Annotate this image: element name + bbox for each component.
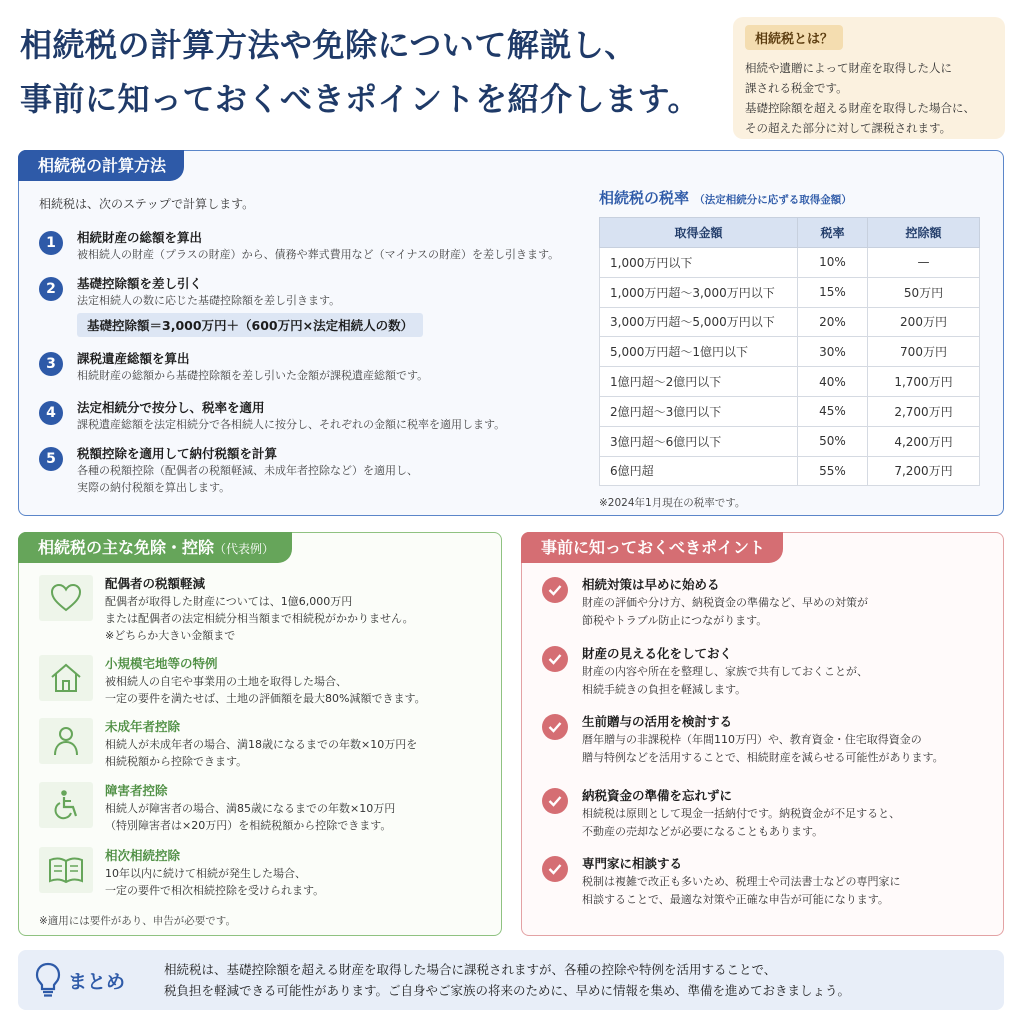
points-panel-tab: 事前に知っておくべきポイント bbox=[521, 532, 783, 563]
cell-rate: 45% bbox=[798, 396, 868, 426]
what-is-line: 基礎控除額を超える財産を取得した場合に、 bbox=[745, 101, 975, 115]
point-desc: 財産の評価や分け方、納税資金の準備など、早めの対策が bbox=[582, 596, 868, 609]
summary-line: 相続税は、基礎控除額を超える財産を取得した場合に課税されますが、各種の控除や特例を活用することで、 bbox=[164, 962, 777, 977]
point-item bbox=[542, 855, 992, 909]
calc-step bbox=[39, 399, 599, 433]
summary-label: まとめ bbox=[68, 971, 126, 993]
cell-deduction: 2,700万円 bbox=[868, 396, 980, 426]
cell-amount: 3,000万円超～5,000万円以下 bbox=[600, 307, 798, 337]
exemption-title: 小規模宅地等の特例 bbox=[105, 656, 218, 671]
book-icon bbox=[39, 847, 93, 893]
exemptions-tab-label: 相続税の主な免除・控除 bbox=[38, 538, 215, 557]
calc-step bbox=[39, 275, 599, 337]
step-title: 基礎控除額を差し引く bbox=[77, 276, 203, 291]
step-number-1: 1 bbox=[39, 231, 63, 255]
col-header-amount: 取得金額 bbox=[600, 218, 798, 248]
cell-deduction: 700万円 bbox=[868, 337, 980, 367]
what-is-title: 相続税とは？ bbox=[745, 25, 843, 50]
step-title: 法定相続分で按分し、税率を適用 bbox=[77, 400, 265, 415]
step-desc: 各種の税額控除（配偶者の税額軽減、未成年者控除など）を適用し、 bbox=[77, 464, 418, 477]
table-row bbox=[600, 426, 980, 456]
table-row bbox=[600, 307, 980, 337]
calc-step bbox=[39, 350, 599, 384]
cell-amount: 3億円超～6億円以下 bbox=[600, 426, 798, 456]
table-row bbox=[600, 396, 980, 426]
page-title bbox=[20, 18, 720, 126]
table-row bbox=[600, 367, 980, 397]
point-desc: 贈与特例などを活用することで、相続財産を減らせる可能性があります。 bbox=[582, 751, 944, 764]
table-row bbox=[600, 456, 980, 486]
exemption-item bbox=[39, 847, 494, 899]
cell-amount: 1億円超～2億円以下 bbox=[600, 367, 798, 397]
rate-table-note: ※2024年1月現在の税率です。 bbox=[599, 497, 746, 509]
exemption-title: 配偶者の税額軽減 bbox=[105, 576, 206, 591]
cell-rate: 55% bbox=[798, 456, 868, 486]
col-header-rate: 税率 bbox=[798, 218, 868, 248]
point-item bbox=[542, 787, 992, 841]
cell-rate: 20% bbox=[798, 307, 868, 337]
exemption-desc: 配偶者が取得した財産については、1億6,000万円 bbox=[105, 595, 353, 608]
house-icon bbox=[39, 655, 93, 701]
calc-step bbox=[39, 445, 599, 496]
step-desc: 課税遺産総額を法定相続分で各相続人に按分し、それぞれの金額に税率を適用します。 bbox=[77, 418, 506, 431]
table-row bbox=[600, 337, 980, 367]
calc-panel-tab: 相続税の計算方法 bbox=[18, 150, 184, 181]
what-is-line: 相続や遺贈によって財産を取得した人に bbox=[745, 61, 952, 75]
check-icon bbox=[542, 856, 568, 882]
exemption-desc: 一定の要件を満たせば、土地の評価額を最大80%減額できます。 bbox=[105, 692, 426, 705]
exemptions-panel bbox=[18, 532, 502, 936]
exemption-desc: または配偶者の法定相続分相当額まで相続税がかかりません。 bbox=[105, 612, 414, 625]
cell-deduction: 7,200万円 bbox=[868, 456, 980, 486]
what-is-line: 課される税金です。 bbox=[745, 81, 848, 95]
rate-table-title bbox=[599, 187, 852, 208]
cell-deduction: 200万円 bbox=[868, 307, 980, 337]
calc-step bbox=[39, 229, 599, 263]
point-desc: 財産の内容や所在を整理し、家族で共有しておくことが、 bbox=[582, 665, 868, 678]
lightbulb-icon bbox=[34, 962, 62, 1002]
title-line-1: 相続税の計算方法や免除について解説し、 bbox=[20, 26, 637, 64]
check-icon bbox=[542, 714, 568, 740]
check-icon bbox=[542, 646, 568, 672]
exemption-desc: 相続税額から控除できます。 bbox=[105, 755, 248, 768]
what-is-box bbox=[733, 17, 1005, 139]
title-line-2: 事前に知っておくべきポイントを紹介します。 bbox=[20, 80, 700, 118]
cell-deduction: 1,700万円 bbox=[868, 367, 980, 397]
exemption-title: 障害者控除 bbox=[105, 783, 168, 798]
step-number-3: 3 bbox=[39, 352, 63, 376]
step-number-5: 5 bbox=[39, 447, 63, 471]
point-title: 相続対策は早めに始める bbox=[582, 577, 720, 592]
cell-rate: 30% bbox=[798, 337, 868, 367]
rate-title-main: 相続税の税率 bbox=[599, 189, 690, 207]
summary-box bbox=[18, 950, 1004, 1010]
table-row bbox=[600, 277, 980, 307]
exemption-item bbox=[39, 655, 494, 707]
col-header-deduction: 控除額 bbox=[868, 218, 980, 248]
point-item bbox=[542, 645, 992, 699]
exemption-desc: ※どちらか大きい金額まで bbox=[105, 629, 236, 642]
exemption-desc: 相続人が未成年者の場合、満18歳になるまでの年数×10万円を bbox=[105, 738, 418, 751]
point-title: 専門家に相談する bbox=[582, 856, 683, 871]
point-desc: 相続手続きの負担を軽減します。 bbox=[582, 683, 747, 696]
step-title: 課税遺産総額を算出 bbox=[77, 351, 190, 366]
exemptions-panel-tab bbox=[18, 532, 292, 563]
exemption-item bbox=[39, 782, 494, 834]
step-desc: 相続財産の総額から基礎控除額を差し引いた金額が課税遺産総額です。 bbox=[77, 369, 429, 382]
exemption-desc: 被相続人の自宅や事業用の土地を取得した場合、 bbox=[105, 675, 347, 688]
exemption-title: 未成年者控除 bbox=[105, 719, 181, 734]
point-title: 財産の見える化をしておく bbox=[582, 646, 733, 661]
exemption-desc: 相続人が障害者の場合、満85歳になるまでの年数×10万円 bbox=[105, 802, 396, 815]
exemptions-tab-sub: （代表例） bbox=[214, 542, 275, 556]
table-row bbox=[600, 248, 980, 278]
what-is-body bbox=[745, 58, 993, 138]
cell-rate: 15% bbox=[798, 277, 868, 307]
exemptions-note: ※適用には要件があり、申告が必要です。 bbox=[39, 915, 236, 927]
table-header-row bbox=[600, 218, 980, 248]
step-title: 相続財産の総額を算出 bbox=[77, 230, 203, 245]
tax-rate-table bbox=[599, 217, 980, 486]
exemption-title: 相次相続控除 bbox=[105, 848, 181, 863]
exemption-item bbox=[39, 575, 494, 644]
wheelchair-icon bbox=[39, 782, 93, 828]
point-title: 納税資金の準備を忘れずに bbox=[582, 788, 733, 803]
exemption-item bbox=[39, 718, 494, 770]
exemption-desc: 10年以内に続けて相続が発生した場合、 bbox=[105, 867, 306, 880]
step-desc: 被相続人の財産（プラスの財産）から、債務や葬式費用など（マイナスの財産）を差し引きます。 bbox=[77, 248, 560, 261]
cell-amount: 5,000万円超～1億円以下 bbox=[600, 337, 798, 367]
point-item bbox=[542, 576, 992, 630]
heart-icon bbox=[39, 575, 93, 621]
calc-panel bbox=[18, 150, 1004, 516]
cell-deduction: 50万円 bbox=[868, 277, 980, 307]
cell-rate: 40% bbox=[798, 367, 868, 397]
point-desc: 不動産の売却などが必要になることもあります。 bbox=[582, 825, 824, 838]
cell-rate: 50% bbox=[798, 426, 868, 456]
check-icon bbox=[542, 577, 568, 603]
point-desc: 節税やトラブル防止につながります。 bbox=[582, 614, 768, 627]
points-panel bbox=[521, 532, 1004, 936]
point-title: 生前贈与の活用を検討する bbox=[582, 714, 733, 729]
exemption-desc: （特別障害者は×20万円）を相続税額から控除できます。 bbox=[105, 819, 392, 832]
person-icon bbox=[39, 718, 93, 764]
cell-amount: 1,000万円超～3,000万円以下 bbox=[600, 277, 798, 307]
cell-rate: 10% bbox=[798, 248, 868, 278]
check-icon bbox=[542, 788, 568, 814]
point-desc: 暦年贈与の非課税枠（年間110万円）や、教育資金・住宅取得資金の bbox=[582, 733, 922, 746]
what-is-line: その超えた部分に対して課税されます。 bbox=[745, 121, 952, 135]
cell-deduction: — bbox=[868, 248, 980, 278]
step-desc: 法定相続人の数に応じた基礎控除額を差し引きます。 bbox=[77, 294, 341, 307]
step-title: 税額控除を適用して納付税額を計算 bbox=[77, 446, 278, 461]
cell-deduction: 4,200万円 bbox=[868, 426, 980, 456]
step-number-2: 2 bbox=[39, 277, 63, 301]
calc-intro: 相続税は、次のステップで計算します。 bbox=[39, 197, 255, 211]
deduction-formula: 基礎控除額＝3,000万円＋（600万円×法定相続人の数） bbox=[77, 313, 423, 337]
summary-line: 税負担を軽減できる可能性があります。ご自身やご家族の将来のために、早めに情報を集め、準備を進めておきましょう。 bbox=[164, 983, 851, 998]
cell-amount: 2億円超～3億円以下 bbox=[600, 396, 798, 426]
rate-title-sub: （法定相続分に応ずる取得金額） bbox=[694, 194, 852, 206]
cell-amount: 1,000万円以下 bbox=[600, 248, 798, 278]
point-desc: 税制は複雑で改正も多いため、税理士や司法書士などの専門家に bbox=[582, 875, 901, 888]
exemption-desc: 一定の要件で相次相続控除を受けられます。 bbox=[105, 884, 325, 897]
point-desc: 相続税は原則として現金一括納付です。納税資金が不足すると、 bbox=[582, 807, 901, 820]
summary-text bbox=[164, 959, 850, 1001]
cell-amount: 6億円超 bbox=[600, 456, 798, 486]
step-number-4: 4 bbox=[39, 401, 63, 425]
step-desc: 実際の納付税額を算出します。 bbox=[77, 481, 231, 494]
point-item bbox=[542, 713, 992, 767]
point-desc: 相談することで、最適な対策や正確な申告が可能になります。 bbox=[582, 893, 889, 906]
